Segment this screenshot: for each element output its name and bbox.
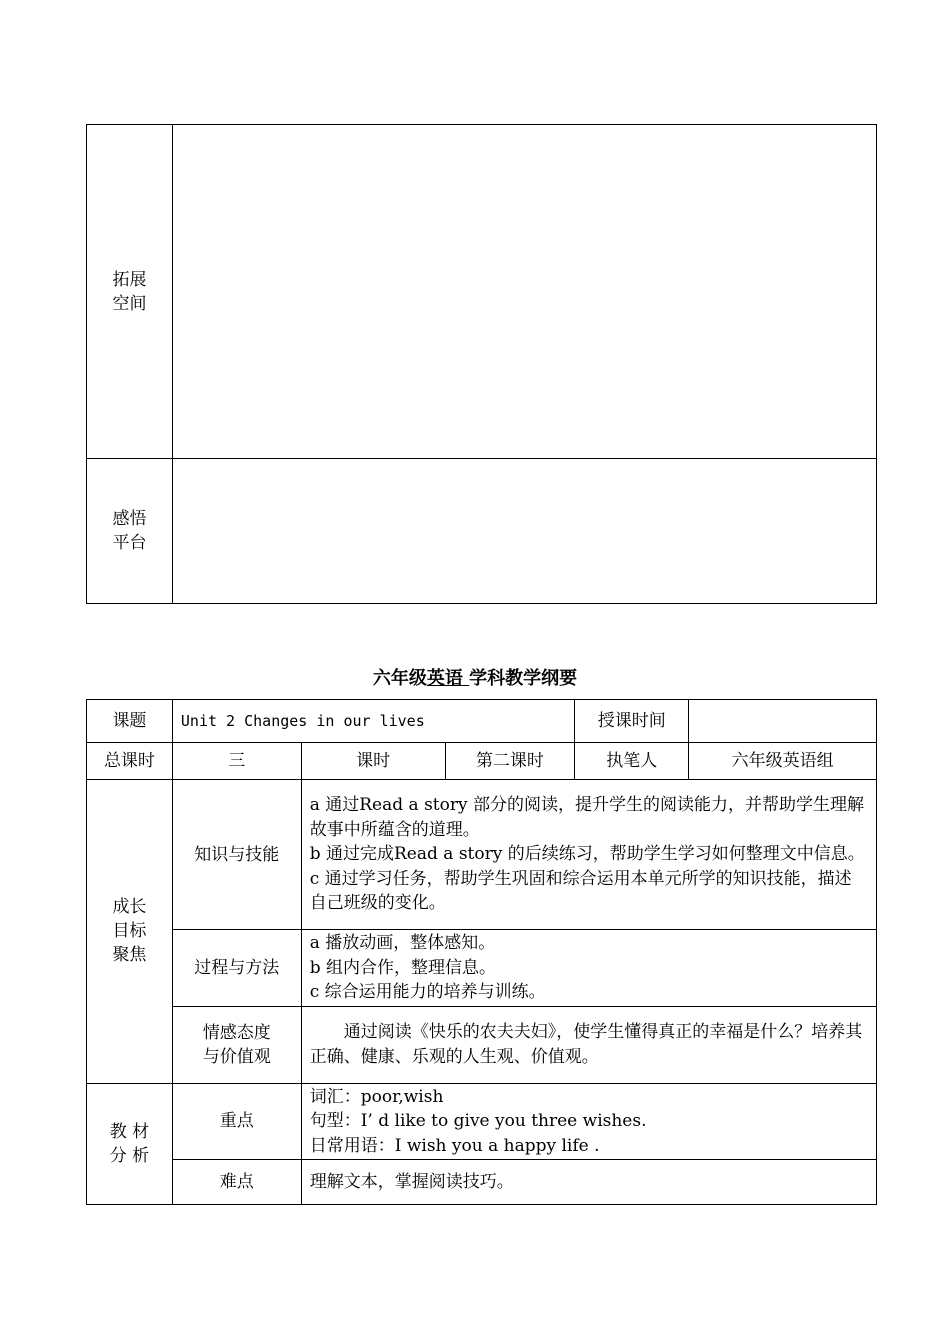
- difficulty-row: [87, 1160, 877, 1205]
- page-title: 六年级英语 学科教学纲要: [372, 668, 578, 689]
- lesson-label: 课时: [301, 743, 445, 780]
- extension-content[interactable]: [172, 125, 876, 459]
- key-point-line: 词汇：poor,wish: [309, 1086, 444, 1107]
- reflection-content[interactable]: [172, 459, 876, 604]
- process-line: b 组内合作，整理信息。: [309, 957, 497, 978]
- info-row: [87, 743, 877, 780]
- extension-label: 拓展 空间: [87, 125, 173, 459]
- process-method-content: [301, 930, 876, 1007]
- key-point-line: 句型：I’ d like to give you three wishes.: [309, 1111, 647, 1131]
- process-row: [87, 930, 877, 1007]
- emotion-row: [87, 1006, 877, 1083]
- lesson-value: 第二课时: [445, 743, 575, 780]
- total-hours-value: 三: [172, 743, 301, 780]
- knowledge-line: a 通过Read a story 部分的阅读，提升学生的阅读能力，并帮助学生理解故事中所蕴含的道理。: [309, 795, 865, 840]
- knowledge-line: b 通过完成Read a story 的后续练习，帮助学生学习如何整理文中信息。: [309, 844, 865, 865]
- process-line: c 综合运用能力的培养与训练。: [309, 982, 546, 1002]
- topic-value: Unit 2 Changes in our lives: [172, 700, 574, 743]
- reflection-label: 感悟 平台: [87, 459, 173, 604]
- difficulty-content: 理解文本，掌握阅读技巧。: [301, 1160, 876, 1205]
- knowledge-row: [87, 780, 877, 930]
- extension-row: [87, 125, 877, 459]
- knowledge-line: c 通过学习任务，帮助学生巩固和综合运用本单元所学的知识技能，描述自己班级的变化。: [309, 868, 852, 914]
- key-points-row: [87, 1083, 877, 1160]
- emotion-values-content: 通过阅读《快乐的农夫夫妇》，使学生懂得真正的幸福是什么？培养其正确、健康、乐观的人生观、价值观。: [301, 1006, 876, 1083]
- total-hours-label: 总课时: [87, 743, 173, 780]
- topic-label: 课题: [87, 700, 173, 743]
- teach-time-label: 授课时间: [575, 700, 689, 743]
- process-method-label: 过程与方法: [172, 930, 301, 1007]
- key-points-content: [301, 1083, 876, 1160]
- extension-reflection-table: [86, 124, 877, 604]
- subject-underlined: 英语: [426, 668, 463, 689]
- teach-time-value[interactable]: [689, 700, 877, 743]
- author-label: 执笔人: [575, 743, 689, 780]
- topic-row: [87, 700, 877, 743]
- teaching-outline-table: [86, 699, 877, 1205]
- growth-goal-label: 成长 目标 聚焦: [87, 780, 173, 1084]
- reflection-row: [87, 459, 877, 604]
- key-point-line: 日常用语：I wish you a happy life .: [309, 1135, 600, 1156]
- process-line: a 播放动画，整体感知。: [309, 933, 496, 953]
- difficulty-label: 难点: [172, 1160, 301, 1205]
- emotion-values-label: 情感态度 与价值观: [172, 1006, 301, 1083]
- key-points-label: 重点: [172, 1083, 301, 1160]
- textbook-analysis-label: 教 材 分 析: [87, 1083, 173, 1205]
- knowledge-skills-label: 知识与技能: [172, 780, 301, 930]
- author-value: 六年级英语组: [689, 743, 877, 780]
- knowledge-skills-content: [301, 780, 876, 930]
